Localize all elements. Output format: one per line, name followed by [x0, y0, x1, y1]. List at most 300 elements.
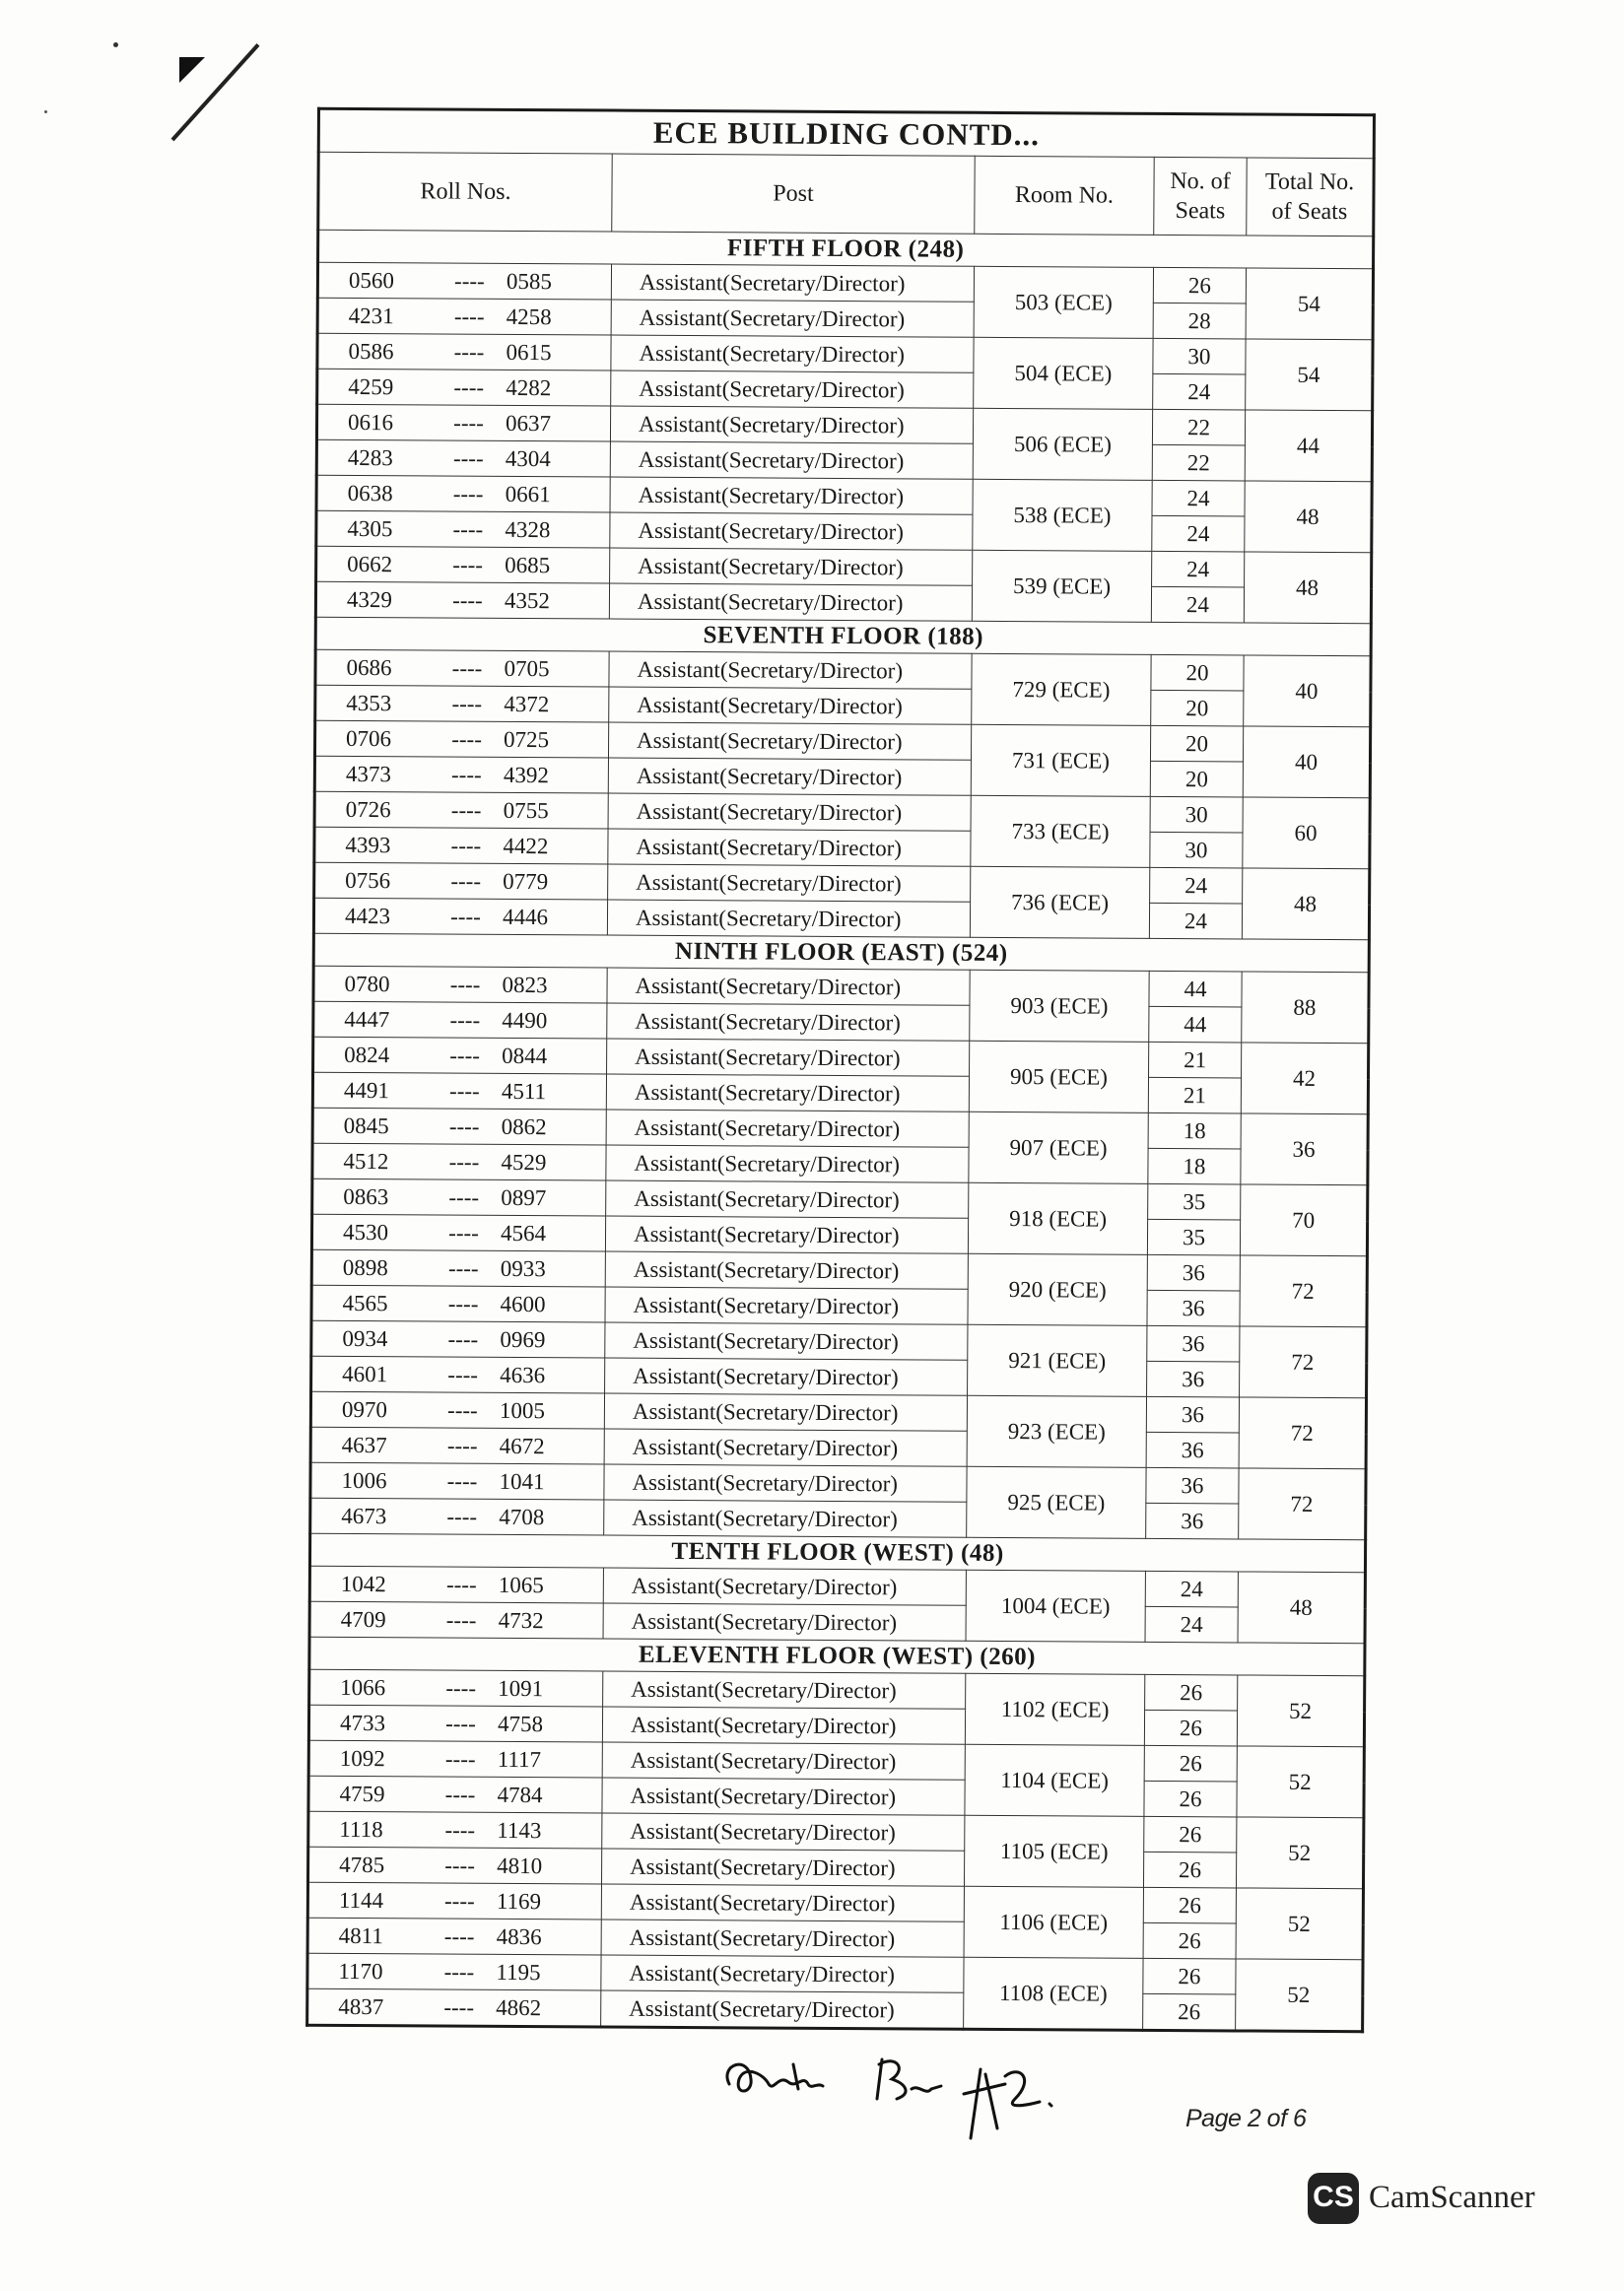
roll-to: 4862 — [496, 1994, 542, 2020]
roll-from: 4785 — [339, 1852, 385, 1877]
roll-to: 0897 — [501, 1184, 547, 1210]
seats-cell: 36 — [1146, 1467, 1239, 1504]
roll-range-cell — [313, 966, 607, 1003]
roll-separator: ---- — [443, 1923, 475, 1949]
seats-cell: 44 — [1149, 971, 1242, 1007]
roll-range-cell — [315, 581, 609, 619]
seats-cell: 24 — [1152, 551, 1245, 587]
post-cell: Assistant(Secretary/Director) — [607, 1039, 970, 1076]
roll-to: 0685 — [505, 552, 551, 577]
roll-to: 4511 — [501, 1078, 547, 1104]
roll-from: 4353 — [346, 690, 392, 715]
roll-from: 1006 — [341, 1467, 387, 1493]
total-seats-cell: 60 — [1243, 797, 1370, 869]
roll-from: 4733 — [339, 1710, 386, 1735]
roll-from: 4637 — [341, 1432, 387, 1457]
seats-cell: 18 — [1148, 1148, 1241, 1184]
roll-separator: ---- — [446, 1468, 478, 1494]
seats-cell: 24 — [1153, 373, 1246, 410]
roll-range-cell — [314, 827, 608, 864]
post-cell: Assistant(Secretary/Director) — [605, 1251, 968, 1289]
post-cell: Assistant(Secretary/Director) — [609, 651, 972, 689]
room-no-cell: 736 (ECE) — [970, 866, 1149, 938]
roll-separator: ---- — [448, 1184, 480, 1210]
post-cell: Assistant(Secretary/Director) — [601, 1849, 964, 1886]
roll-separator: ---- — [445, 1711, 476, 1736]
roll-from: 0970 — [341, 1396, 388, 1422]
roll-range-cell — [316, 404, 610, 441]
roll-range-cell — [314, 756, 608, 793]
roll-separator: ---- — [448, 1113, 480, 1139]
seats-cell: 35 — [1147, 1219, 1240, 1255]
roll-range-cell — [313, 1037, 607, 1074]
roll-range-cell — [307, 1918, 601, 1955]
seats-cell: 24 — [1150, 867, 1243, 904]
room-no-cell: 905 (ECE) — [969, 1041, 1148, 1112]
roll-separator: ---- — [444, 1853, 476, 1878]
roll-range-cell — [315, 649, 609, 687]
roll-from: 0616 — [347, 409, 394, 435]
roll-separator: ---- — [451, 655, 483, 681]
post-cell: Assistant(Secretary/Director) — [611, 264, 974, 302]
roll-range-cell — [317, 369, 611, 406]
roll-range-cell — [316, 475, 610, 512]
roll-range-cell — [316, 510, 610, 548]
post-cell: Assistant(Secretary/Director) — [604, 1464, 967, 1502]
roll-range-cell — [308, 1776, 602, 1813]
roll-range-cell — [311, 1214, 605, 1251]
roll-from: 4305 — [347, 515, 393, 541]
roll-range-cell — [314, 720, 608, 758]
seats-cell: 30 — [1150, 796, 1243, 833]
roll-range-cell — [310, 1462, 604, 1500]
post-cell: Assistant(Secretary/Director) — [606, 1180, 969, 1218]
seats-cell: 36 — [1146, 1432, 1239, 1468]
roll-separator: ---- — [449, 1007, 481, 1033]
roll-separator: ---- — [443, 1994, 475, 2020]
roll-to: 4758 — [497, 1711, 544, 1736]
roll-range-cell — [308, 1705, 602, 1742]
seats-cell: 22 — [1152, 444, 1245, 481]
room-no-cell: 923 (ECE) — [967, 1395, 1146, 1467]
roll-separator: ---- — [453, 374, 485, 400]
camscanner-brand-name: CamScanner — [1369, 2180, 1535, 2215]
roll-to: 4490 — [502, 1007, 548, 1033]
total-seats-cell: 48 — [1244, 552, 1371, 624]
post-cell: Assistant(Secretary/Director) — [602, 1707, 965, 1744]
roll-range-cell — [317, 262, 611, 300]
roll-to: 0844 — [502, 1043, 548, 1068]
roll-separator: ---- — [453, 410, 484, 436]
total-seats-cell: 52 — [1237, 1746, 1364, 1818]
roll-range-cell — [312, 1143, 606, 1180]
roll-range-cell — [308, 1740, 602, 1778]
room-no-cell: 1105 (ECE) — [964, 1815, 1143, 1887]
post-cell: Assistant(Secretary/Director) — [610, 548, 973, 585]
room-no-cell: 903 (ECE) — [970, 970, 1149, 1042]
floor-heading: FIFTH FLOOR (248) — [318, 230, 1374, 269]
roll-range-cell — [314, 862, 608, 900]
roll-separator: ---- — [448, 1220, 479, 1246]
roll-from: 1042 — [340, 1571, 386, 1596]
roll-to: 4636 — [500, 1362, 546, 1387]
scan-speck — [44, 110, 47, 113]
room-no-cell: 918 (ECE) — [968, 1182, 1147, 1254]
total-seats-cell: 40 — [1244, 655, 1371, 727]
room-no-cell: 733 (ECE) — [971, 795, 1150, 867]
roll-from: 4393 — [345, 832, 391, 857]
post-cell: Assistant(Secretary/Director) — [609, 583, 972, 621]
seats-cell: 26 — [1144, 1781, 1237, 1817]
seats-cell: 24 — [1145, 1571, 1238, 1607]
roll-from: 4231 — [348, 303, 394, 328]
roll-range-cell — [309, 1669, 603, 1707]
post-cell: Assistant(Secretary/Director) — [603, 1603, 966, 1641]
post-cell: Assistant(Secretary/Director) — [602, 1813, 965, 1851]
roll-separator: ---- — [444, 1746, 476, 1772]
room-no-cell: 1004 (ECE) — [966, 1570, 1145, 1642]
roll-separator: ---- — [452, 587, 483, 613]
roll-from: 0706 — [346, 725, 392, 751]
roll-separator: ---- — [447, 1255, 479, 1281]
post-cell: Assistant(Secretary/Director) — [603, 1568, 966, 1605]
roll-from: 0638 — [347, 480, 393, 505]
roll-to: 4258 — [506, 303, 552, 329]
post-cell: Assistant(Secretary/Director) — [608, 793, 971, 831]
post-cell: Assistant(Secretary/Director) — [605, 1358, 968, 1395]
roll-to: 0725 — [504, 726, 550, 752]
seats-cell: 26 — [1143, 1993, 1236, 2031]
roll-range-cell — [309, 1601, 603, 1639]
floor-heading: SEVENTH FLOOR (188) — [315, 617, 1371, 656]
roll-from: 1092 — [339, 1745, 385, 1771]
seats-header: No. of Seats — [1154, 157, 1247, 236]
table-row — [307, 1988, 1363, 2032]
room-no-cell: 1102 (ECE) — [965, 1673, 1144, 1745]
roll-range-cell — [312, 1108, 606, 1145]
roll-separator: ---- — [450, 762, 482, 787]
roll-to: 4784 — [497, 1782, 543, 1807]
total-seats-cell: 54 — [1246, 339, 1373, 411]
room-no-cell: 1108 (ECE) — [964, 1957, 1143, 2030]
roll-from: 4329 — [346, 586, 393, 612]
roll-to: 4372 — [504, 691, 550, 716]
roll-from: 4759 — [339, 1781, 385, 1806]
room-no-cell: 504 (ECE) — [974, 337, 1153, 409]
post-cell: Assistant(Secretary/Director) — [605, 1216, 968, 1253]
roll-to: 1041 — [499, 1468, 545, 1494]
roll-separator: ---- — [445, 1675, 477, 1701]
roll-range-cell — [311, 1356, 605, 1393]
seats-cell: 35 — [1148, 1183, 1241, 1220]
roll-separator: ---- — [447, 1362, 479, 1387]
post-cell: Assistant(Secretary/Director) — [611, 335, 974, 372]
roll-separator: ---- — [452, 552, 484, 577]
roll-separator: ---- — [445, 1607, 477, 1633]
post-cell: Assistant(Secretary/Director) — [608, 829, 971, 866]
post-cell: Assistant(Secretary/Director) — [606, 1074, 969, 1112]
room-no-cell: 539 (ECE) — [972, 550, 1151, 622]
total-seats-cell: 48 — [1242, 868, 1369, 940]
roll-from: 0726 — [345, 796, 391, 822]
seats-cell: 26 — [1144, 1816, 1237, 1853]
roll-separator: ---- — [452, 445, 484, 471]
total-seats-cell: 72 — [1240, 1326, 1367, 1398]
roll-to: 4304 — [505, 445, 551, 471]
roll-separator: ---- — [448, 1149, 480, 1175]
post-cell: Assistant(Secretary/Director) — [611, 300, 974, 337]
seats-cell: 24 — [1145, 1606, 1238, 1643]
room-no-cell: 506 (ECE) — [973, 408, 1152, 480]
seats-cell: 26 — [1143, 1887, 1236, 1923]
roll-range-cell — [313, 898, 607, 935]
post-cell: Assistant(Secretary/Director) — [601, 1990, 964, 2029]
roll-range-cell — [310, 1498, 604, 1535]
room-no-cell: 538 (ECE) — [973, 479, 1152, 551]
floor-heading: TENTH FLOOR (WEST) (48) — [309, 1533, 1365, 1573]
total-seats-cell: 52 — [1237, 1675, 1364, 1747]
roll-range-cell — [311, 1320, 605, 1358]
roll-to: 1195 — [496, 1959, 541, 1985]
roll-to: 4600 — [500, 1291, 546, 1316]
roll-separator: ---- — [451, 726, 482, 752]
roll-from: 0560 — [348, 267, 395, 293]
seats-cell: 30 — [1153, 338, 1246, 374]
total-seats-cell: 72 — [1239, 1397, 1366, 1469]
roll-separator: ---- — [450, 797, 482, 823]
roll-from: 4423 — [344, 903, 391, 928]
roll-range-cell — [312, 1179, 606, 1216]
roll-to: 4810 — [497, 1853, 543, 1878]
post-cell: Assistant(Secretary/Director) — [610, 441, 973, 479]
roll-to: 4708 — [499, 1504, 545, 1529]
roll-from: 0863 — [343, 1183, 389, 1209]
roll-range-cell — [313, 1001, 607, 1039]
total-seats-header: Total No. of Seats — [1247, 158, 1375, 236]
roll-separator: ---- — [449, 1043, 481, 1068]
roll-separator: ---- — [449, 972, 481, 997]
roll-separator: ---- — [446, 1504, 478, 1529]
roll-to: 0755 — [503, 797, 549, 823]
roll-from: 0824 — [344, 1042, 390, 1067]
roll-to: 4446 — [502, 904, 549, 929]
roll-to: 1117 — [497, 1746, 542, 1772]
seats-cell: 21 — [1149, 1042, 1242, 1078]
post-cell: Assistant(Secretary/Director) — [610, 477, 973, 514]
roll-to: 4732 — [498, 1607, 544, 1633]
seating-table — [305, 107, 1376, 2034]
roll-separator: ---- — [447, 1397, 478, 1423]
total-seats-cell: 72 — [1240, 1255, 1367, 1327]
roll-to: 4282 — [506, 374, 552, 400]
roll-range-cell — [317, 333, 611, 371]
roll-from: 4491 — [343, 1077, 389, 1103]
roll-to: 0661 — [505, 481, 551, 506]
seats-cell: 26 — [1143, 1958, 1236, 1994]
floor-heading: NINTH FLOOR (EAST) (524) — [313, 933, 1369, 973]
room-no-cell: 1104 (ECE) — [965, 1744, 1144, 1816]
total-seats-cell: 52 — [1236, 1959, 1363, 2032]
seats-cell: 22 — [1152, 409, 1245, 445]
total-seats-cell: 70 — [1240, 1184, 1367, 1256]
roll-to: 4352 — [504, 587, 551, 613]
seats-cell: 20 — [1151, 690, 1244, 726]
roll-from: 1118 — [339, 1816, 383, 1842]
total-seats-cell: 42 — [1241, 1043, 1368, 1114]
room-no-header: Room No. — [975, 156, 1154, 235]
post-cell: Assistant(Secretary/Director) — [607, 1003, 970, 1041]
total-seats-cell: 40 — [1243, 726, 1370, 798]
roll-from: 4565 — [342, 1290, 388, 1315]
room-no-cell: 1106 (ECE) — [964, 1886, 1143, 1958]
post-cell: Assistant(Secretary/Director) — [607, 968, 970, 1005]
roll-range-cell — [311, 1285, 605, 1322]
post-cell: Assistant(Secretary/Director) — [604, 1500, 967, 1537]
roll-to: 0969 — [500, 1326, 546, 1352]
seats-cell: 30 — [1150, 832, 1243, 868]
post-cell: Assistant(Secretary/Director) — [601, 1920, 964, 1957]
seats-cell: 20 — [1150, 725, 1243, 762]
roll-from: 1066 — [340, 1674, 386, 1700]
roll-to: 4529 — [501, 1149, 547, 1175]
total-seats-cell: 52 — [1236, 1817, 1363, 1889]
roll-from: 0780 — [344, 971, 390, 996]
roll-from: 0934 — [342, 1325, 388, 1351]
roll-from: 0756 — [345, 867, 391, 893]
seats-cell: 36 — [1147, 1290, 1240, 1326]
post-cell: Assistant(Secretary/Director) — [611, 371, 974, 408]
seats-cell: 24 — [1152, 480, 1245, 516]
post-cell: Assistant(Secretary/Director) — [608, 758, 971, 795]
post-cell: Assistant(Secretary/Director) — [607, 900, 970, 937]
roll-separator: ---- — [447, 1291, 479, 1316]
post-cell: Assistant(Secretary/Director) — [602, 1742, 965, 1780]
roll-separator: ---- — [450, 904, 481, 929]
seats-cell: 26 — [1153, 267, 1246, 303]
roll-range-cell — [310, 1427, 604, 1464]
room-no-cell: 729 (ECE) — [972, 653, 1151, 725]
roll-separator: ---- — [443, 1959, 475, 1985]
roll-nos-header: Roll Nos. — [318, 152, 612, 232]
post-cell: Assistant(Secretary/Director) — [606, 1110, 969, 1147]
total-seats-cell: 48 — [1238, 1572, 1365, 1644]
seats-cell: 36 — [1147, 1254, 1240, 1291]
seats-cell: 36 — [1146, 1503, 1239, 1539]
roll-from: 4709 — [340, 1606, 386, 1632]
post-cell: Assistant(Secretary/Director) — [605, 1287, 968, 1324]
roll-to: 0585 — [506, 268, 553, 294]
seating-table-body — [307, 230, 1374, 2032]
roll-range-cell — [312, 1072, 606, 1110]
seats-cell: 24 — [1152, 515, 1245, 552]
seats-cell: 20 — [1150, 761, 1243, 797]
roll-range-cell — [314, 791, 608, 829]
roll-range-cell — [311, 1249, 605, 1287]
signatures — [710, 2035, 1133, 2143]
post-cell: Assistant(Secretary/Director) — [610, 512, 973, 550]
seats-cell: 26 — [1143, 1852, 1236, 1888]
roll-separator: ---- — [449, 1078, 480, 1104]
roll-to: 0823 — [502, 972, 548, 997]
roll-from: 1170 — [338, 1958, 383, 1984]
post-cell: Assistant(Secretary/Director) — [610, 406, 973, 443]
room-no-cell: 925 (ECE) — [967, 1466, 1146, 1538]
roll-to: 1005 — [499, 1397, 546, 1423]
building-title: ECE BUILDING CONTD... — [318, 108, 1374, 159]
roll-to: 1065 — [498, 1572, 544, 1597]
post-cell: Assistant(Secretary/Director) — [602, 1778, 965, 1815]
roll-separator: ---- — [447, 1326, 479, 1352]
seats-cell: 26 — [1144, 1745, 1237, 1782]
roll-to: 4422 — [503, 833, 549, 858]
total-seats-cell: 44 — [1245, 410, 1372, 482]
total-seats-cell: 48 — [1245, 481, 1372, 553]
seats-cell: 20 — [1151, 654, 1244, 691]
roll-separator: ---- — [452, 481, 484, 506]
roll-to: 0615 — [506, 339, 552, 365]
seats-cell: 26 — [1144, 1710, 1237, 1746]
roll-from: 0686 — [346, 654, 392, 680]
post-cell: Assistant(Secretary/Director) — [604, 1429, 967, 1466]
seats-cell: 26 — [1143, 1922, 1236, 1959]
roll-to: 1169 — [496, 1888, 542, 1914]
roll-range-cell — [308, 1847, 602, 1884]
roll-to: 4392 — [503, 762, 549, 787]
roll-to: 1091 — [498, 1675, 544, 1701]
total-seats-cell: 72 — [1239, 1468, 1366, 1540]
post-cell: Assistant(Secretary/Director) — [608, 864, 971, 902]
seats-cell: 24 — [1151, 586, 1244, 623]
room-no-cell: 920 (ECE) — [968, 1253, 1147, 1325]
roll-range-cell — [307, 1953, 601, 1990]
roll-from: 4259 — [348, 373, 394, 399]
roll-separator: ---- — [450, 833, 482, 858]
roll-to: 4328 — [505, 516, 551, 542]
roll-separator: ---- — [444, 1817, 476, 1843]
post-cell: Assistant(Secretary/Director) — [605, 1322, 968, 1360]
roll-separator: ---- — [452, 516, 484, 542]
roll-to: 4564 — [500, 1220, 547, 1246]
roll-from: 1144 — [338, 1887, 384, 1913]
seats-cell: 44 — [1149, 1006, 1242, 1043]
room-no-cell: 921 (ECE) — [968, 1324, 1147, 1396]
page-number: Page 2 of 6 — [1185, 2105, 1307, 2132]
scan-corner-mark — [179, 57, 205, 83]
roll-range-cell — [307, 1882, 601, 1920]
roll-separator: ---- — [451, 691, 483, 716]
seats-cell: 21 — [1148, 1077, 1241, 1113]
roll-separator: ---- — [443, 1888, 475, 1914]
roll-range-cell — [315, 685, 609, 722]
roll-separator: ---- — [454, 268, 485, 294]
roll-separator: ---- — [450, 868, 482, 894]
roll-range-cell — [310, 1391, 604, 1429]
roll-to: 4836 — [496, 1923, 542, 1949]
post-cell: Assistant(Secretary/Director) — [604, 1393, 967, 1431]
room-no-cell: 907 (ECE) — [969, 1112, 1148, 1183]
seats-cell: 36 — [1147, 1361, 1240, 1397]
roll-to: 4672 — [499, 1433, 545, 1458]
roll-from: 4447 — [344, 1006, 390, 1032]
seats-cell: 26 — [1145, 1674, 1238, 1711]
post-cell: Assistant(Secretary/Director) — [603, 1671, 966, 1709]
roll-to: 0779 — [503, 868, 549, 894]
seats-cell: 36 — [1147, 1325, 1240, 1362]
roll-separator: ---- — [445, 1572, 477, 1597]
roll-to: 1143 — [497, 1817, 542, 1843]
room-no-cell: 503 (ECE) — [974, 266, 1153, 338]
post-cell: Assistant(Secretary/Director) — [601, 1955, 964, 1992]
